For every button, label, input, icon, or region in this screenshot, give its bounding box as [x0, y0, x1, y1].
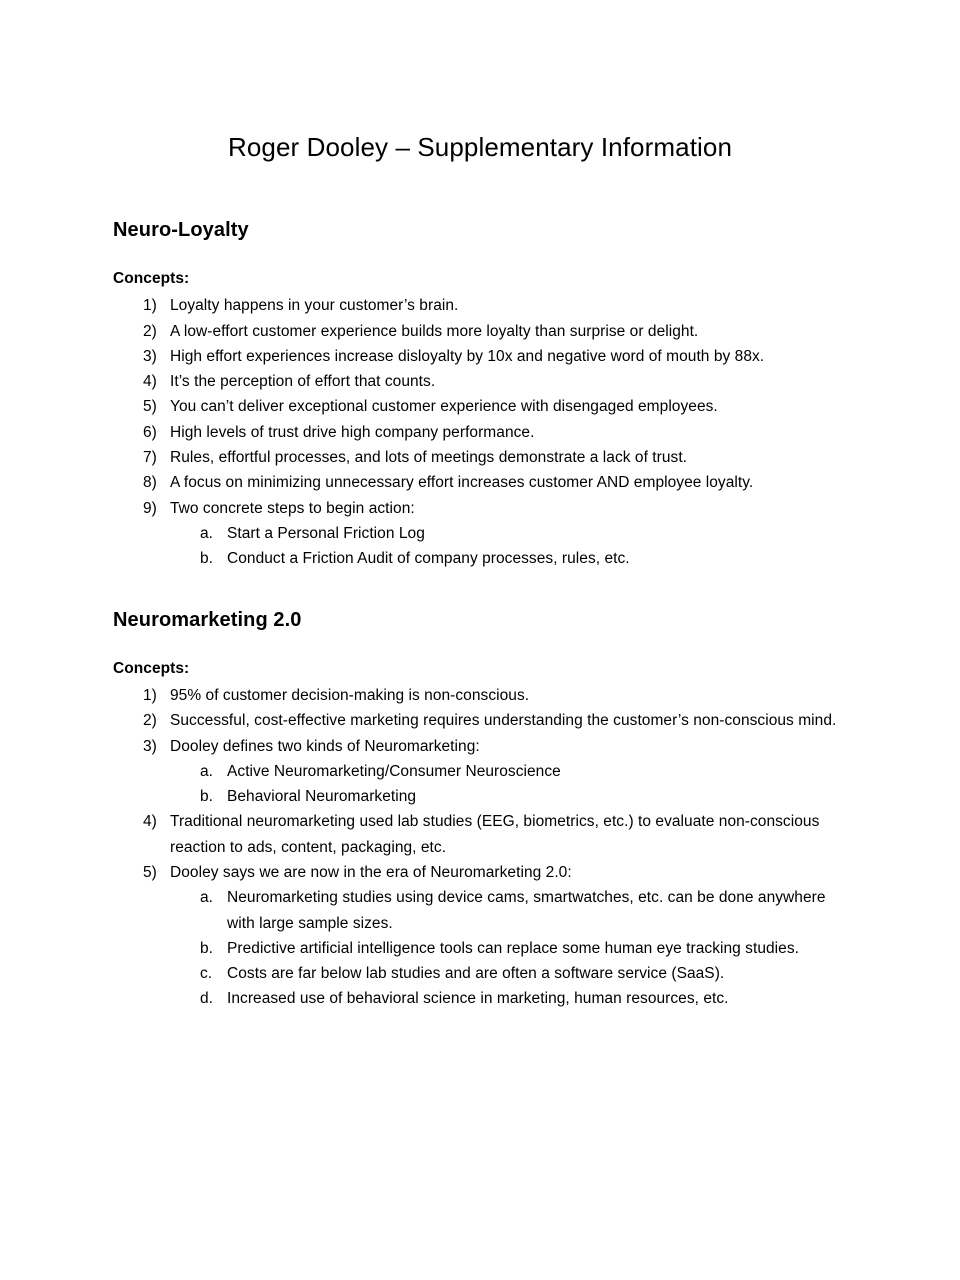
- list-marker: 2): [143, 322, 157, 340]
- list-item: [113, 420, 847, 445]
- sub-list-marker: a.: [200, 762, 214, 780]
- list-item: [113, 445, 847, 470]
- list-item: [113, 293, 847, 318]
- list-marker: 7): [143, 449, 157, 467]
- document-body: [113, 0, 847, 1012]
- list-item-text: You can’t deliver exceptional customer experience with disengaged employees.: [170, 398, 718, 416]
- sub-list-item-text: Costs are far below lab studies and are often a software service (SaaS).: [227, 965, 725, 983]
- section-neuro-loyalty: [113, 163, 847, 572]
- sub-list-item: [170, 885, 847, 936]
- list-item-text: High effort experiences increase disloyalty by 10x and negative word of mouth by 88x.: [170, 347, 765, 365]
- list-marker: 5): [143, 398, 157, 416]
- sub-list-item-text: Increased use of behavioral science in marketing, human resources, etc.: [227, 990, 729, 1008]
- concepts-list: [113, 288, 847, 571]
- sub-list-marker: b.: [200, 788, 214, 806]
- list-item: [113, 319, 847, 344]
- list-marker: 3): [143, 347, 157, 365]
- sub-list-item-text: Behavioral Neuromarketing: [227, 788, 417, 806]
- list-item-text: A focus on minimizing unnecessary effort increases customer AND employee loyalty.: [170, 474, 754, 492]
- list-item: [113, 860, 847, 1012]
- sub-list-marker: c.: [200, 965, 213, 983]
- sub-list-marker: b.: [200, 550, 214, 568]
- list-item-text: Rules, effortful processes, and lots of meetings demonstrate a lack of trust.: [170, 449, 688, 467]
- list-marker: 5): [143, 863, 157, 881]
- sub-list-marker: a.: [200, 889, 214, 907]
- list-item-text: Traditional neuromarketing used lab studies (EEG, biometrics, etc.) to evaluate non-conscious reaction to ads, content, packaging, etc.: [170, 813, 820, 856]
- concepts-label: Concepts:: [113, 659, 190, 677]
- sub-list: [170, 885, 847, 1011]
- sub-list-item-text: Neuromarketing studies using device cams, smartwatches, etc. can be done anywhere with large sample sizes.: [227, 889, 826, 932]
- sub-list-marker: b.: [200, 939, 214, 957]
- list-item: [113, 734, 847, 810]
- section-neuromarketing-2-0: [113, 572, 847, 1012]
- list-item-text: It’s the perception of effort that counts.: [170, 373, 436, 391]
- sub-list-marker: d.: [200, 990, 214, 1008]
- list-marker: 4): [143, 813, 157, 831]
- sub-list: [170, 521, 847, 572]
- list-item-text: Successful, cost-effective marketing requires understanding the customer’s non-conscious mind.: [170, 712, 837, 730]
- list-item: [113, 394, 847, 419]
- list-item: [113, 683, 847, 708]
- list-item: [113, 369, 847, 394]
- list-item: [113, 809, 847, 860]
- sub-list-marker: a.: [200, 524, 214, 542]
- list-item-text: Loyalty happens in your customer’s brain.: [170, 297, 459, 315]
- list-marker: 3): [143, 737, 157, 755]
- sub-list-item: [170, 521, 847, 546]
- list-marker: 9): [143, 499, 157, 517]
- list-item: [113, 496, 847, 572]
- list-item-text: Two concrete steps to begin action:: [170, 499, 415, 517]
- section-heading: Neuromarketing 2.0: [113, 608, 302, 631]
- sub-list-item-text: Active Neuromarketing/Consumer Neuroscience: [227, 762, 561, 780]
- list-marker: 8): [143, 474, 157, 492]
- list-marker: 4): [143, 373, 157, 391]
- list-item-text: Dooley says we are now in the era of Neuromarketing 2.0:: [170, 863, 572, 881]
- list-item-text: A low-effort customer experience builds more loyalty than surprise or delight.: [170, 322, 699, 340]
- sub-list: [170, 759, 847, 810]
- sub-list-item-text: Predictive artificial intelligence tools can replace some human eye tracking studies.: [227, 939, 800, 957]
- list-item: [113, 344, 847, 369]
- list-marker: 1): [143, 686, 157, 704]
- list-item-text: Dooley defines two kinds of Neuromarketing:: [170, 737, 480, 755]
- concepts-list: [113, 678, 847, 1012]
- list-marker: 1): [143, 297, 157, 315]
- sub-list-item: [170, 936, 847, 961]
- list-marker: 2): [143, 712, 157, 730]
- list-item: [113, 470, 847, 495]
- list-item-text: 95% of customer decision-making is non-conscious.: [170, 686, 530, 704]
- list-marker: 6): [143, 423, 157, 441]
- sub-list-item: [170, 961, 847, 986]
- concepts-label: Concepts:: [113, 269, 190, 287]
- sub-list-item: [170, 986, 847, 1011]
- sub-list-item: [170, 759, 847, 784]
- sub-list-item-text: Conduct a Friction Audit of company processes, rules, etc.: [227, 550, 630, 568]
- sub-list-item: [170, 784, 847, 809]
- page-title: Roger Dooley – Supplementary Information: [227, 132, 733, 162]
- sub-list-item: [170, 546, 847, 571]
- sub-list-item-text: Start a Personal Friction Log: [227, 524, 425, 542]
- list-item: [113, 708, 847, 733]
- list-item-text: High levels of trust drive high company performance.: [170, 423, 535, 441]
- section-heading: Neuro-Loyalty: [113, 218, 249, 241]
